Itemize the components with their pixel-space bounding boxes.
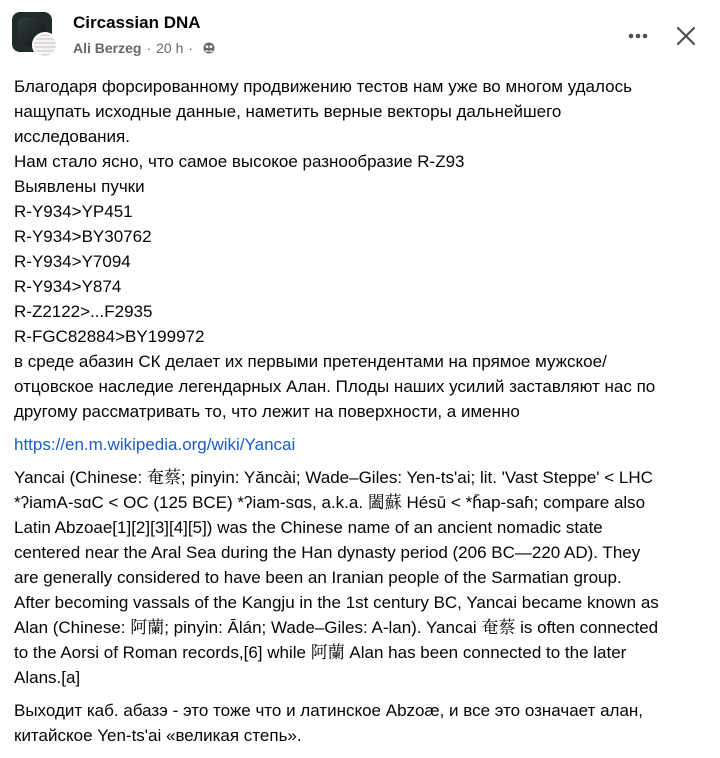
post-header <box>12 12 708 60</box>
preview-text-line: After becoming vassals of the Kangju in the 1st century BC, Yancai became known as <box>14 593 659 612</box>
more-horizontal-icon <box>626 24 650 48</box>
post-text-line: отцовское наследие легендарных Алан. Плоды наших усилий заставляют нас по <box>14 377 656 396</box>
post-text-line: исследования. <box>14 127 130 146</box>
post-text-line: Благодаря форсированному продвижению тестов нам уже во многом удалось <box>14 77 632 96</box>
preview-text-line: *ʔiamA-sɑC < OC (125 BCE) *ʔiam-sɑs, a.k.a. 闔蘇 Hésū < *ɦ̄ap-saɦ; compare also <box>14 493 646 512</box>
preview-text-line: Latin Abzoae[1][2][3][4][5]) was the Chinese name of an ancient nomadic state <box>14 518 603 537</box>
preview-text-line: centered near the Aral Sea during the Han dynasty period (206 BC—220 AD). They <box>14 543 641 562</box>
group-name[interactable]: Circassian DNA <box>73 13 201 32</box>
post-text-line: в среде абазин СК делает их первыми претендентами на прямое мужское/ <box>14 352 607 371</box>
conclusion-line: китайское Yen-ts'ai «великая степь». <box>14 726 302 745</box>
link-preview-text <box>14 465 710 690</box>
post-text-line: нащупать исходные данные, наметить верные векторы дальнейшего <box>14 102 562 121</box>
post-text-line: R-Z2122>...F2935 <box>14 302 153 321</box>
avatar-stack[interactable] <box>12 12 60 60</box>
close-icon <box>675 25 697 47</box>
post-text-line: R-Y934>Y874 <box>14 277 122 296</box>
post-meta <box>73 40 215 56</box>
wikipedia-link[interactable]: https://en.m.wikipedia.org/wiki/Yancai <box>14 435 296 454</box>
preview-text-line: Alan (Chinese: 阿蘭; pinyin: Ālán; Wade–Giles: A-lan). Yancai 奄蔡 is often connected <box>14 618 659 637</box>
post-text <box>14 74 710 424</box>
post-text-line: R-Y934>Y7094 <box>14 252 131 271</box>
post-time[interactable]: 20 h <box>156 40 184 56</box>
post-text-line: другому рассматривать то, что лежит на поверхности, а именно <box>14 402 520 421</box>
author-avatar[interactable] <box>32 32 58 58</box>
preview-text-line: Alans.[a] <box>14 668 81 687</box>
post-text-line: R-Y934>YP451 <box>14 202 133 221</box>
post-text-line: Выявлены пучки <box>14 177 145 196</box>
close-button[interactable] <box>668 18 704 54</box>
author-name[interactable]: Ali Berzeg <box>73 40 142 56</box>
conclusion-line: Выходит каб. абазэ - это тоже что и латинское Abzoæ, и все это означает алан, <box>14 701 644 720</box>
meta-separator-2: · <box>188 40 194 56</box>
group-audience-icon <box>203 42 215 54</box>
post-conclusion <box>14 698 710 748</box>
meta-separator: · <box>146 40 152 56</box>
preview-text-line: to the Aorsi of Roman records,[6] while 阿蘭 Alan has been connected to the later <box>14 643 627 662</box>
post-text-line: R-FGC82884>BY199972 <box>14 327 205 346</box>
post-text-line: R-Y934>BY30762 <box>14 227 152 246</box>
more-options-button[interactable] <box>620 18 656 54</box>
post-body <box>14 74 710 748</box>
preview-text-line: Yancai (Chinese: 奄蔡; pinyin: Yǎncài; Wade–Giles: Yen-ts'ai; lit. 'Vast Steppe' < LHC <box>14 468 653 487</box>
post-text-line: Нам стало ясно, что самое высокое разнообразие R-Z93 <box>14 152 465 171</box>
preview-text-line: are generally considered to have been an Iranian people of the Sarmatian group. <box>14 568 622 587</box>
